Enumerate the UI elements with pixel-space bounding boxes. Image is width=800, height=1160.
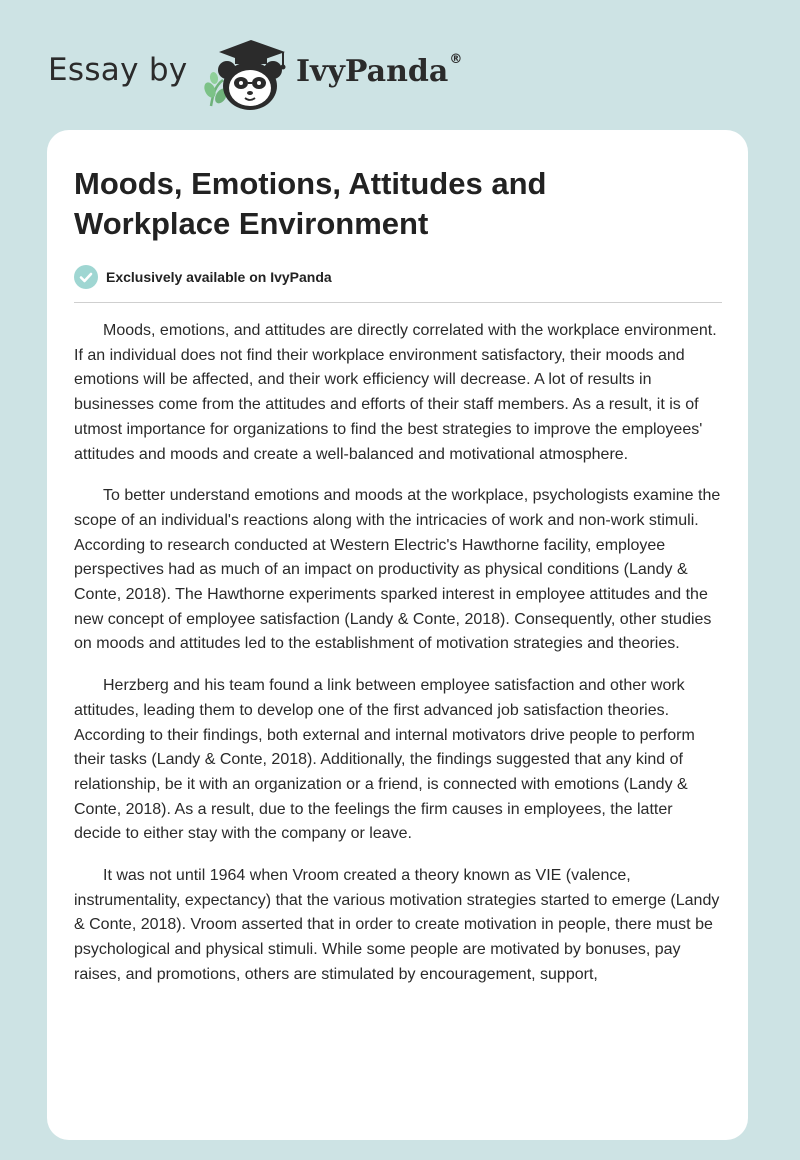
registered-mark: ® [449, 52, 463, 67]
essay-by-label: Essay by [48, 52, 188, 88]
paragraph-3: Herzberg and his team found a link between employee satisfaction and other work attitudes, leading them to develop one of the first advanced job satisfaction theories. According to their findings, both external and internal motivators drive people to perform their tasks (Landy & Conte, 2018). Additionally, the findings suggested that any kind of relationship, be it with an organization or a friend, is connected with emotions (Landy & Conte, 2018). As a result, due to the feelings the firm causes in employees, the latter decide to either stay with the company or leave. [74, 677, 695, 843]
page-title: Moods, Emotions, Attitudes and Workplace Environment [74, 166, 547, 241]
paragraph-2: To better understand emotions and moods at the workplace, psychologists examine the scope of an individual's reactions along with the intricacies of work and non-work stimuli. According to research conducted at Western Electric's Hawthorne facility, employee perspectives had as much of an impact on productivity as physical conditions (Landy & Conte, 2018). The Hawthorne experiments sparked interest in employee attitudes and the new concept of employee satisfaction (Landy & Conte, 2018). Consequently, other studies on moods and attitudes led to the establishment of motivation strategies and theories. [74, 487, 721, 653]
article-body [74, 319, 724, 1005]
paragraph-1: Moods, emotions, and attitudes are directly correlated with the workplace environment. If an individual does not find their workplace environment satisfactory, their moods and emotions will be affected, and their work efficiency will decrease. A lot of results in businesses come from the attitudes and efforts of their staff members. As a result, it is of utmost importance for organizations to find the best strategies to improve the employees' attitudes and moods and create a well-balanced and motivational atmosphere. [74, 322, 717, 463]
article-card [47, 130, 748, 1140]
site-header [48, 30, 748, 110]
panda-graduate-icon[interactable] [201, 36, 293, 112]
exclusive-label: Exclusively available on IvyPanda [106, 269, 332, 285]
divider [74, 302, 722, 303]
brand-name[interactable]: IvyPanda® [296, 52, 463, 89]
paragraph-4: It was not until 1964 when Vroom created a theory known as VIE (valence, instrumentality, expectancy) that the various motivation strategies started to emerge (Landy & Conte, 2018). Vroom asserted that in order to create motivation in people, there must be psychological and physical stimuli. While some people are motivated by bonuses, pay raises, and promotions, others are stimulated by encouragement, support, [74, 867, 720, 983]
exclusive-badge [74, 264, 332, 290]
check-circle-icon [74, 265, 98, 289]
